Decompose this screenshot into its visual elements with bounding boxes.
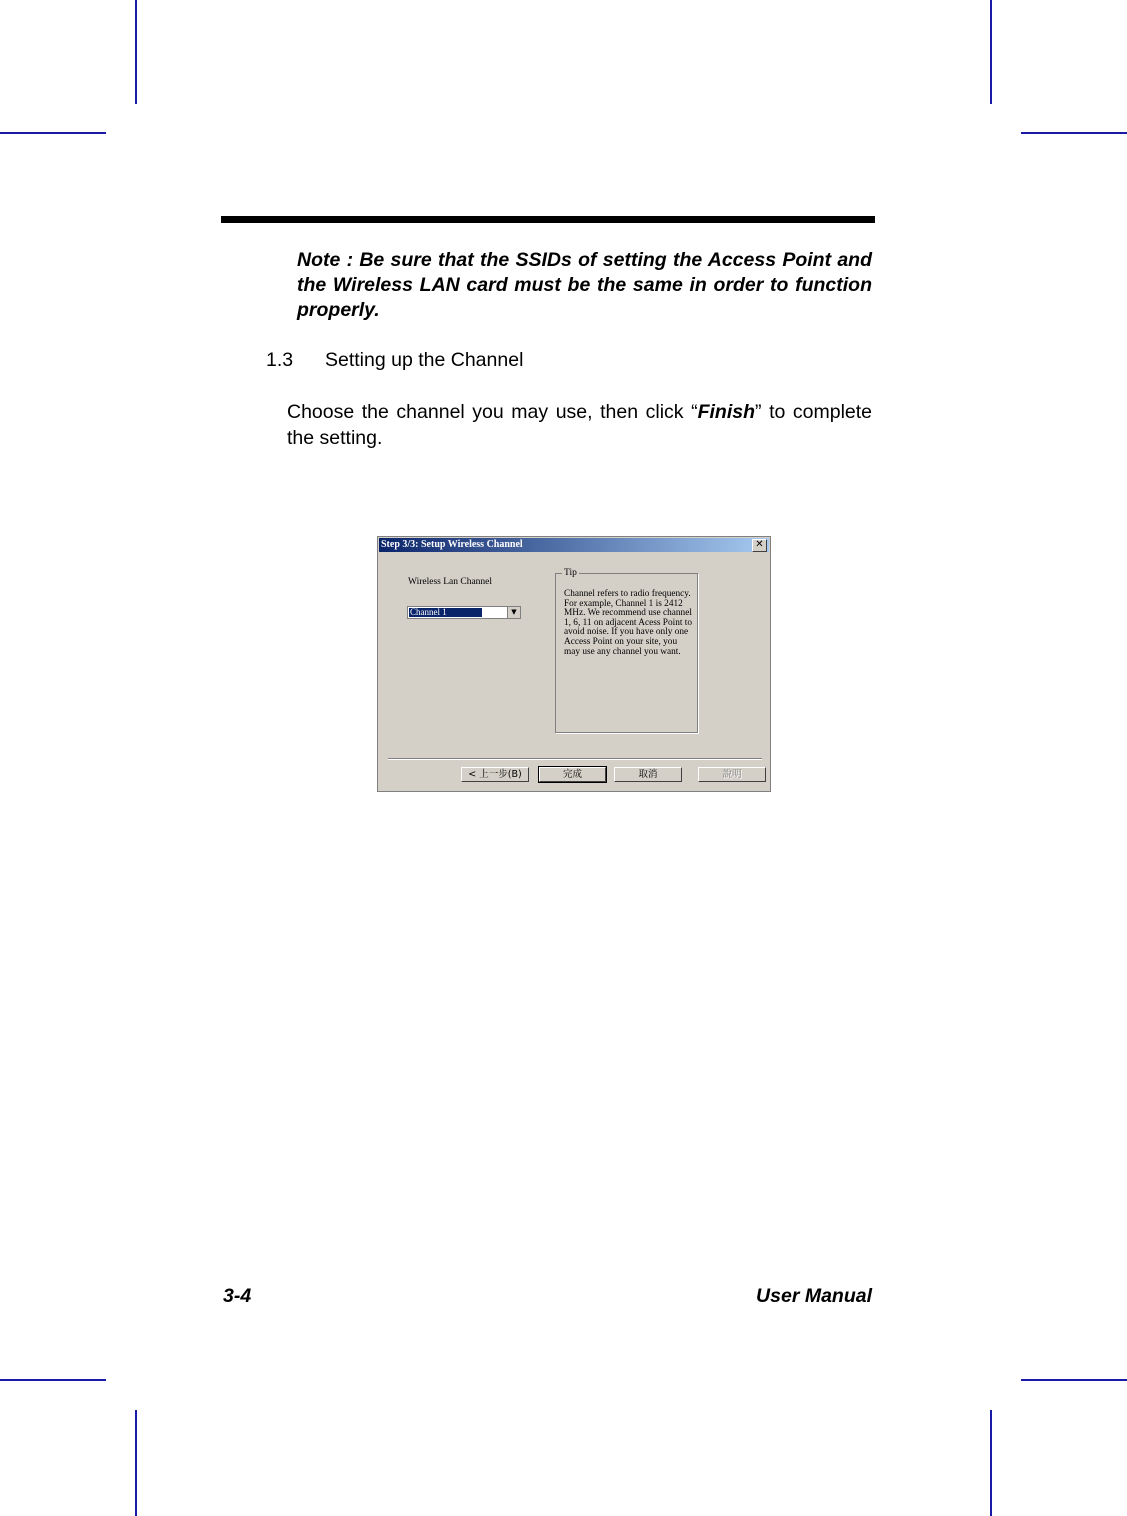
- close-icon[interactable]: ✕: [752, 539, 767, 552]
- dialog-title: Step 3/3: Setup Wireless Channel: [381, 539, 523, 550]
- footer-title: User Manual: [756, 1285, 872, 1307]
- crop-mark: [1021, 1379, 1127, 1381]
- chevron-down-icon[interactable]: ▼: [507, 607, 520, 618]
- page-number: 3-4: [223, 1285, 252, 1307]
- back-button[interactable]: < 上一步(B): [461, 767, 529, 782]
- tip-groupbox: [555, 568, 698, 733]
- channel-select-value: Channel 1: [409, 608, 482, 617]
- finish-button[interactable]: 完成: [539, 767, 606, 782]
- crop-mark: [135, 0, 137, 104]
- header-rule: [221, 216, 875, 223]
- crop-mark: [0, 1379, 106, 1381]
- body-paragraph: Choose the channel you may use, then click “Finish” to complete the setting.: [287, 401, 873, 449]
- cancel-button[interactable]: 取消: [614, 767, 682, 782]
- dialog-titlebar: [379, 538, 769, 552]
- crop-mark: [1021, 132, 1127, 134]
- channel-label: Wireless Lan Channel: [408, 577, 493, 587]
- note-text: Note : Be sure that the SSIDs of setting the Access Point and the Wireless LAN card must be the same in order to function properly.: [297, 249, 872, 321]
- crop-mark: [990, 0, 992, 104]
- finish-emphasis: Finish: [697, 401, 756, 423]
- tip-title: Tip: [564, 568, 577, 578]
- setup-wireless-channel-dialog: [377, 536, 771, 792]
- button-separator: [388, 758, 762, 760]
- crop-mark: [0, 132, 106, 134]
- crop-mark: [135, 1410, 137, 1516]
- channel-select[interactable]: [407, 606, 521, 619]
- tip-text: Channel refers to radio frequency. For example, Channel 1 is 2412 MHz. We recommend use channel 1, 6, 11 on adjacent Acess Point to avoid noise. If you have only one Access Point on your site, you may use any channel you want.: [564, 589, 692, 657]
- section-number: 1.3: [266, 349, 294, 371]
- crop-mark: [990, 1410, 992, 1516]
- help-button[interactable]: 說明: [698, 767, 766, 782]
- section-title: Setting up the Channel: [325, 349, 524, 371]
